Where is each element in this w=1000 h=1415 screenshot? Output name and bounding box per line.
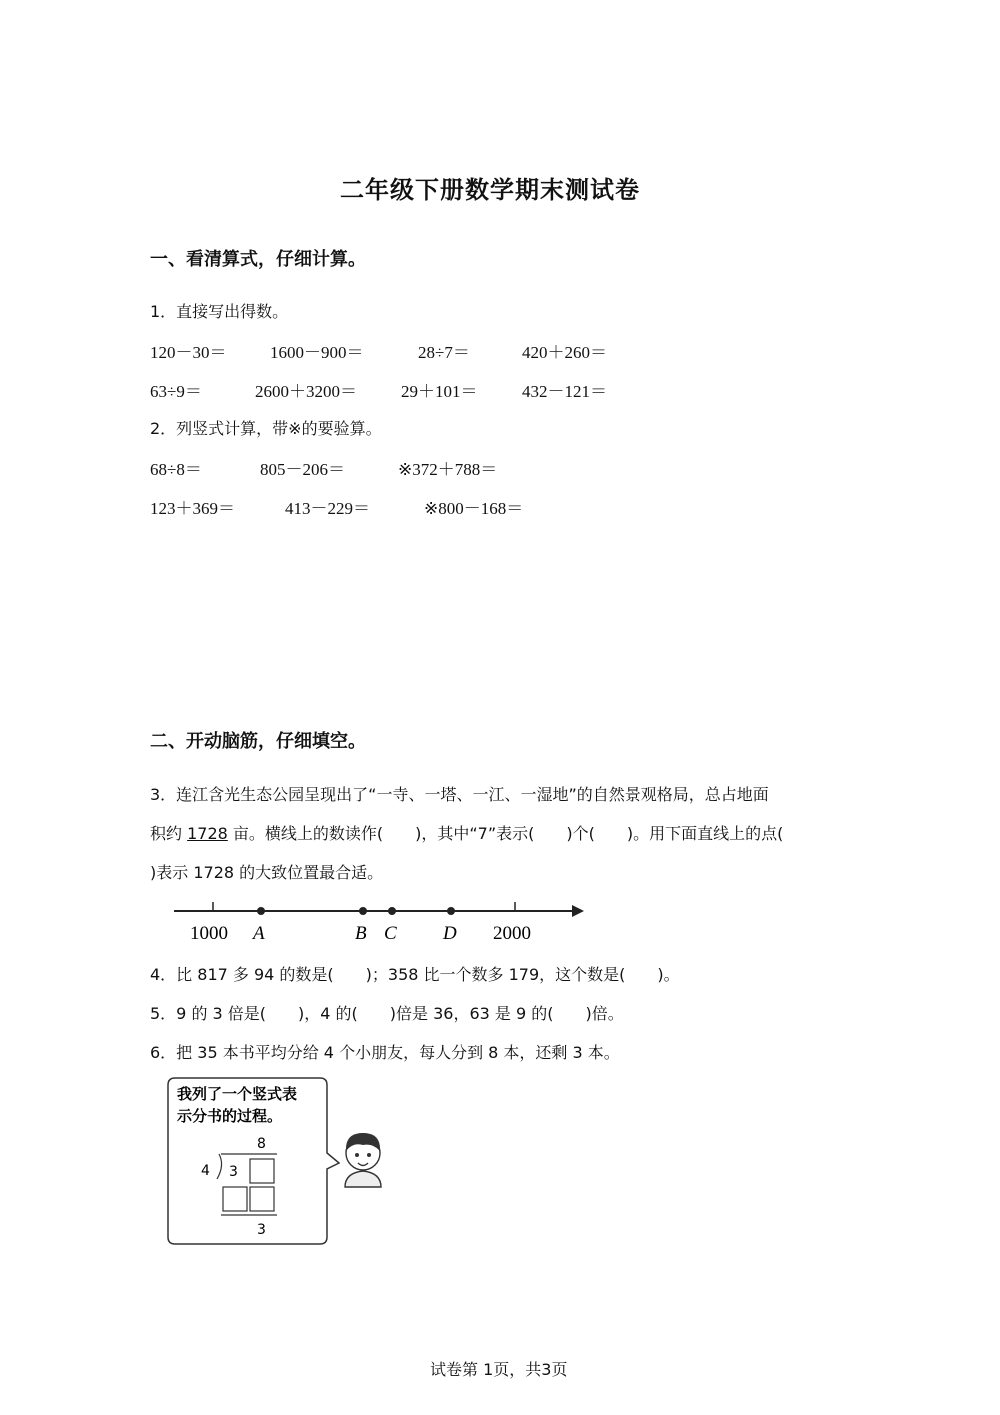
divisor-digit: 4 — [201, 1163, 210, 1179]
section-heading-2: 二、开动脑筋，仔细填空。 — [150, 731, 366, 752]
question-2-label: 2．列竖式计算，带※的要验算。 — [150, 419, 382, 438]
question-1-label: 1．直接写出得数。 — [150, 302, 289, 321]
q2-expr: ※372＋788＝ — [398, 460, 498, 479]
point-d — [447, 907, 455, 915]
division-bubble-illustration — [165, 1075, 405, 1250]
q2-expr: 805－206＝ — [260, 460, 345, 479]
q2-expr: ※800－168＝ — [424, 499, 524, 518]
bubble-text-line-2: 示分书的过程。 — [177, 1107, 283, 1125]
q2-expr: 413－229＝ — [285, 499, 370, 518]
q3-area-number: 1728 — [187, 824, 228, 843]
point-c — [388, 907, 396, 915]
label-b: B — [355, 923, 367, 944]
label-d: D — [443, 923, 457, 944]
q3-suffix: 亩。横线上的数读作( )，其中“7”表示( )个( )。用下面直线上的点( — [227, 824, 784, 843]
quotient-digit: 8 — [257, 1136, 266, 1152]
q2-expr: 123＋369＝ — [150, 499, 235, 518]
page-title: 二年级下册数学期末测试卷 — [340, 176, 640, 204]
label-1000: 1000 — [190, 923, 228, 944]
q1-expr: 63÷9＝ — [150, 382, 202, 401]
page-footer: 试卷第 1页，共3页 — [430, 1360, 568, 1379]
q1-expr: 2600＋3200＝ — [255, 382, 357, 401]
boy-icon — [345, 1133, 381, 1187]
q1-expr: 120－30＝ — [150, 343, 227, 362]
q2-expr: 68÷8＝ — [150, 460, 202, 479]
q3-prefix: 积约 — [150, 824, 188, 843]
question-6: 6．把 35 本书平均分给 4 个小朋友，每人分到 8 本，还剩 3 本。 — [150, 1043, 620, 1062]
question-3-line-3: )表示 1728 的大致位置最合适。 — [150, 863, 384, 882]
question-3-line-2 — [150, 821, 783, 844]
question-3-line-1: 3．连江含光生态公园呈现出了“一寺、一塔、一江、一湿地”的自然景观格局，总占地面 — [150, 785, 769, 804]
label-a: A — [253, 923, 265, 944]
point-b — [359, 907, 367, 915]
remainder-digit: 3 — [257, 1222, 266, 1238]
dividend-digit: 3 — [229, 1164, 238, 1180]
point-a — [257, 907, 265, 915]
question-5: 5．9 的 3 倍是( )，4 的( )倍是 36，63 是 9 的( )倍。 — [150, 1004, 624, 1023]
question-4: 4．比 817 多 94 的数是( )；358 比一个数多 179，这个数是( )。 — [150, 965, 680, 984]
q1-expr: 28÷7＝ — [418, 343, 470, 362]
section-heading-1: 一、看清算式，仔细计算。 — [150, 249, 366, 270]
number-line — [170, 897, 610, 947]
label-2000: 2000 — [493, 923, 531, 944]
q1-expr: 432－121＝ — [522, 382, 607, 401]
arrow-icon — [572, 905, 584, 917]
q1-expr: 29＋101＝ — [401, 382, 478, 401]
q1-expr: 420＋260＝ — [522, 343, 607, 362]
label-c: C — [384, 923, 397, 944]
bubble-text-line-1: 我列了一个竖式表 — [177, 1085, 298, 1103]
q1-expr: 1600－900＝ — [270, 343, 364, 362]
